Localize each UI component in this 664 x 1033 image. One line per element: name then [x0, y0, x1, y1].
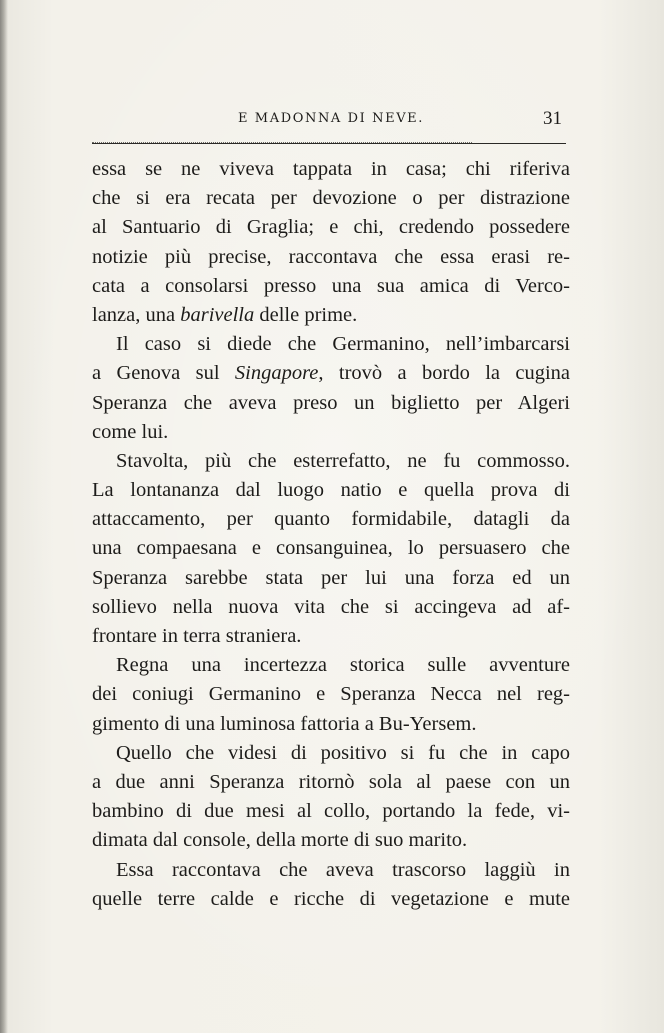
text-line: La lontananza dal luogo natio e quella prova di	[92, 479, 570, 502]
text-line: Speranza che aveva preso un biglietto per Algeri	[92, 391, 570, 414]
text-line: Speranza sarebbe stata per lui una forza ed un	[92, 566, 570, 589]
text-line: al Santuario di Graglia; e chi, credendo possedere	[92, 216, 570, 239]
text-line	[92, 301, 570, 330]
text-line: come lui.	[92, 420, 169, 443]
italic-term: barivella	[180, 303, 255, 326]
paragraph-start: Essa raccontava che aveva trascorso laggiù in	[116, 858, 570, 881]
text-line	[92, 359, 570, 388]
text-fragment: lanza, una	[92, 303, 181, 326]
text-fragment: a Genova sul	[92, 362, 235, 385]
running-title: E MADONNA DI NEVE.	[237, 111, 425, 126]
paragraph-start: Regna una incertezza storica sulle avventure	[116, 654, 570, 677]
italic-ship-name: Singapore	[234, 362, 319, 385]
paragraph-start: Stavolta, più che esterrefatto, ne fu commosso.	[116, 449, 570, 472]
text-line: frontare in terra straniera.	[92, 625, 302, 647]
text-line: attaccamento, per quanto formidabile, datagli da	[92, 508, 570, 531]
paragraph-start: Quello che videsi di positivo si fu che in capo	[116, 741, 570, 764]
text-line: sollievo nella nuova vita che si accingeva ad af-	[92, 595, 570, 618]
text-fragment: delle prime.	[254, 303, 358, 326]
text-line: essa se ne viveva tappata in casa; chi riferiva	[92, 158, 570, 180]
text-line: una compaesana e consanguinea, lo persuasero che	[92, 537, 570, 560]
text-line: bambino di due mesi al collo, portando la fede, vi-	[92, 800, 570, 823]
text-line: notizie più precise, raccontava che essa erasi re-	[92, 245, 570, 268]
page-number: 31	[543, 108, 562, 129]
text-line: gimento di una luminosa fattoria a Bu-Yersem.	[92, 712, 477, 735]
text-line: dei coniugi Germanino e Speranza Necca nel reg-	[92, 683, 570, 706]
text-line: cata a consolarsi presso una sua amica di Verco-	[92, 274, 570, 297]
header-rule	[92, 143, 566, 144]
body-text	[92, 155, 570, 914]
running-header	[92, 108, 570, 136]
page-binding-shadow	[0, 0, 8, 1033]
paragraph-start: Il caso si diede che Germanino, nell’imbarcarsi	[116, 333, 570, 356]
text-line: a due anni Speranza ritornò sola al paese con un	[92, 770, 570, 793]
text-line: quelle terre calde e ricche di vegetazione e mute	[92, 887, 570, 910]
text-line: che si era recata per devozione o per distrazione	[92, 187, 570, 210]
text-line: dimata dal console, della morte di suo marito.	[92, 829, 468, 852]
text-fragment: , trovò a bordo la cugina	[318, 362, 571, 385]
